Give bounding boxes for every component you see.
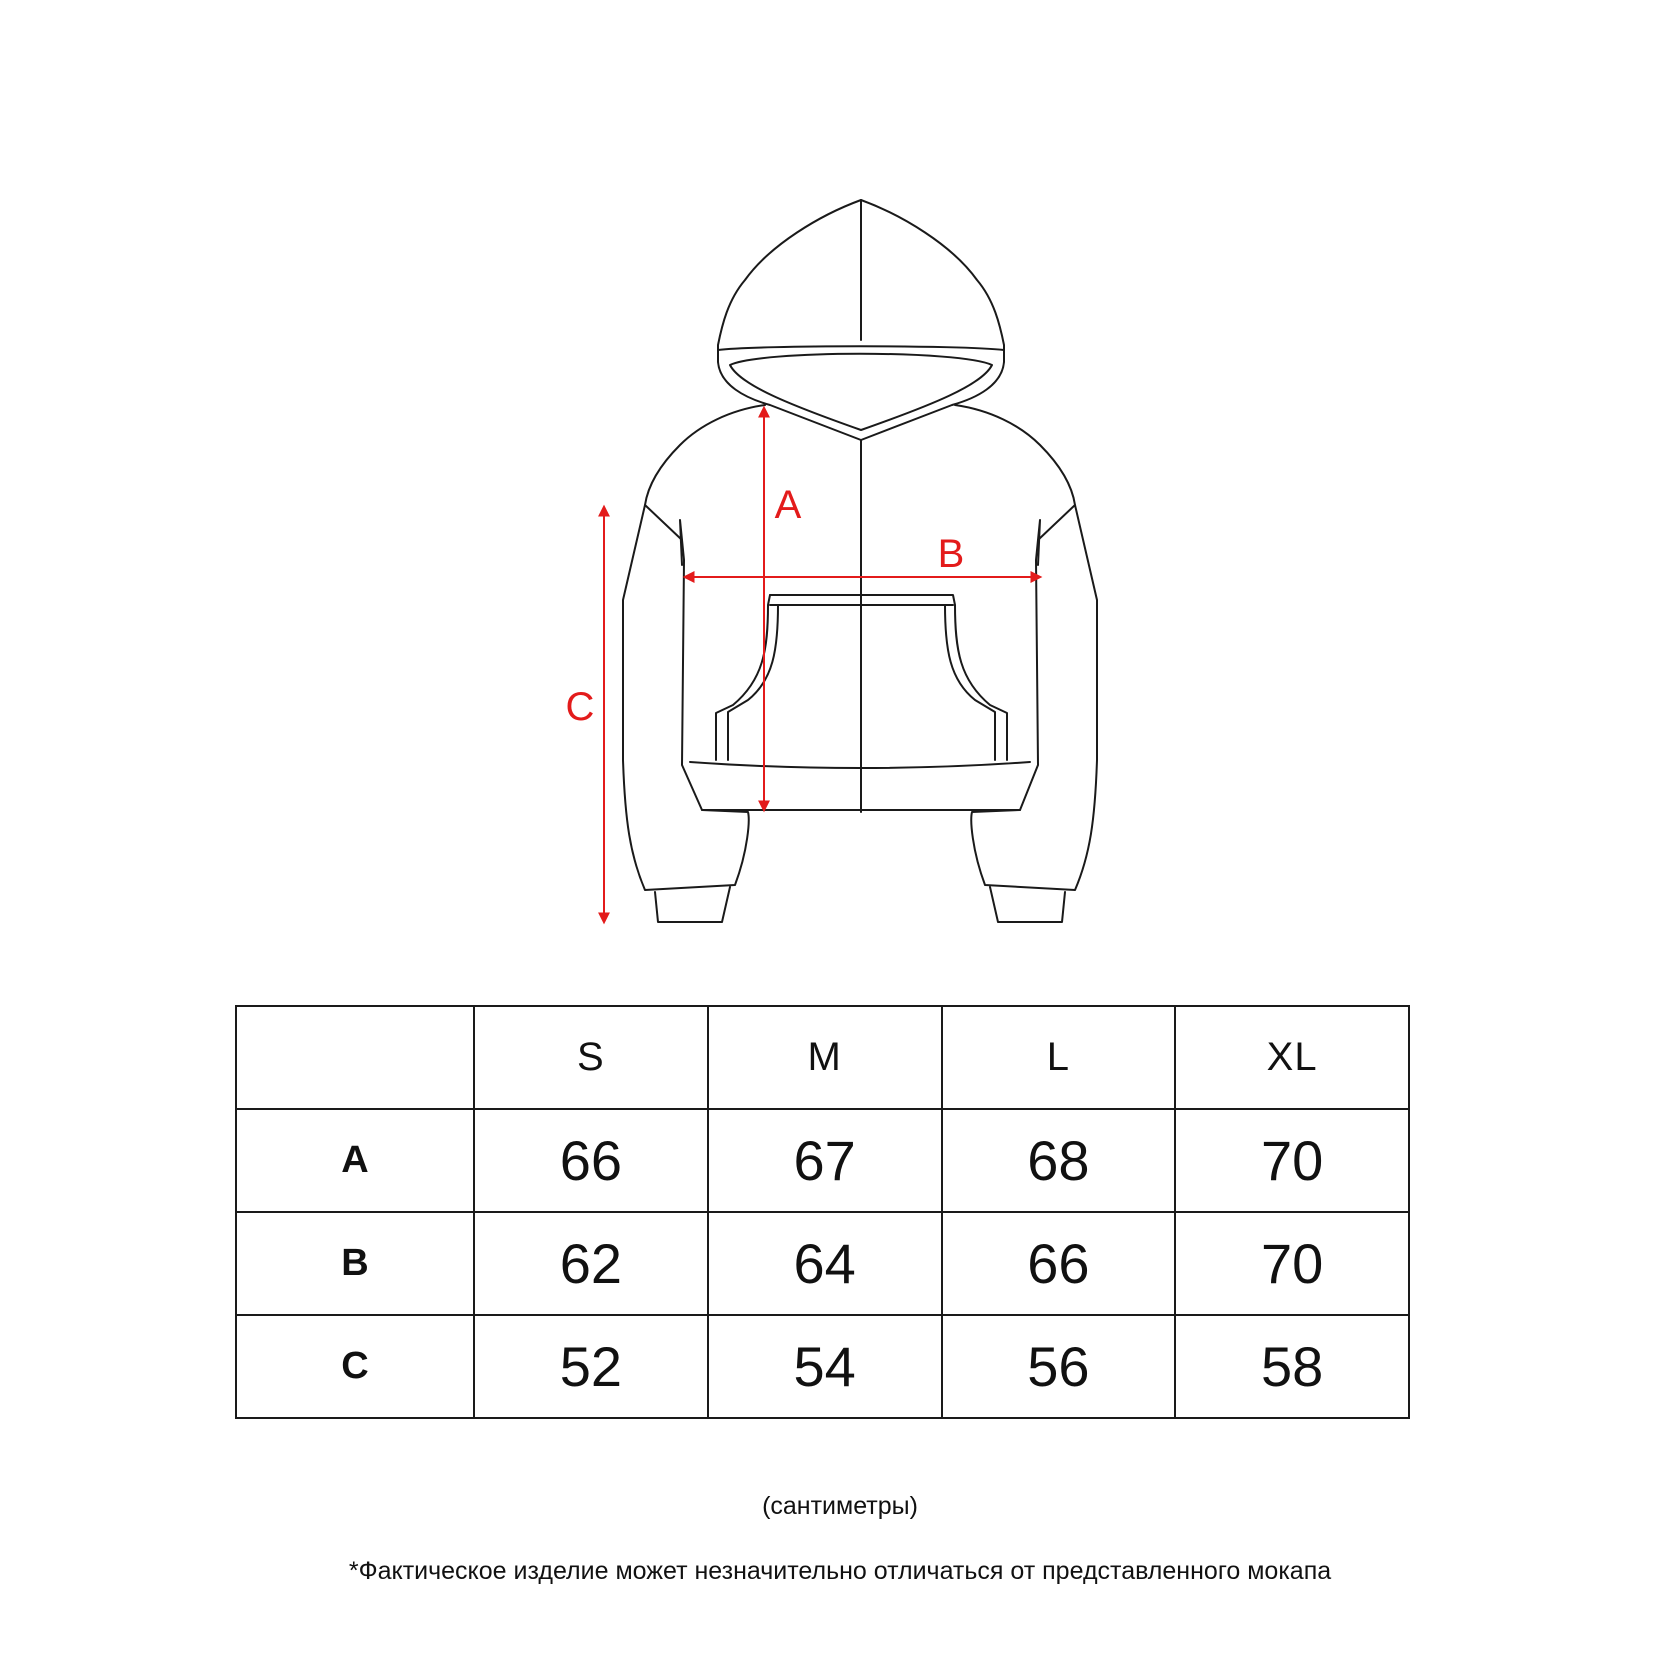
size-header-m: M [708,1006,942,1109]
cell-b-m: 64 [708,1212,942,1315]
cell-b-s: 62 [474,1212,708,1315]
cell-c-m: 54 [708,1315,942,1418]
table-row [236,1315,1409,1418]
disclaimer-note: *Фактическое изделие может незначительно отличаться от представленного мокапа [348,1557,1332,1585]
measure-c-label: C [565,685,595,729]
cell-c-l: 56 [942,1315,1176,1418]
measure-b-label: B [937,532,965,576]
hoodie-outline [623,200,1097,922]
cell-a-s: 66 [474,1109,708,1212]
cell-a-m: 67 [708,1109,942,1212]
row-label-b: B [236,1212,474,1315]
table-row [236,1212,1409,1315]
right-sleeve [971,505,1097,890]
left-sleeve [623,505,749,890]
size-header-xl: XL [1175,1006,1409,1109]
size-header-s: S [474,1006,708,1109]
table-row [236,1109,1409,1212]
cell-b-xl: 70 [1175,1212,1409,1315]
measure-a-label: A [774,483,802,527]
row-label-a: A [236,1109,474,1212]
cell-b-l: 66 [942,1212,1176,1315]
units-note: (сантиметры) [762,1492,918,1520]
cell-a-l: 68 [942,1109,1176,1212]
table-header-row [236,1006,1409,1109]
table-corner [236,1006,474,1109]
cell-c-xl: 58 [1175,1315,1409,1418]
size-table [235,1005,1410,1419]
cell-c-s: 52 [474,1315,708,1418]
row-label-c: C [236,1315,474,1418]
pocket [770,595,1007,760]
size-header-l: L [942,1006,1176,1109]
cell-a-xl: 70 [1175,1109,1409,1212]
